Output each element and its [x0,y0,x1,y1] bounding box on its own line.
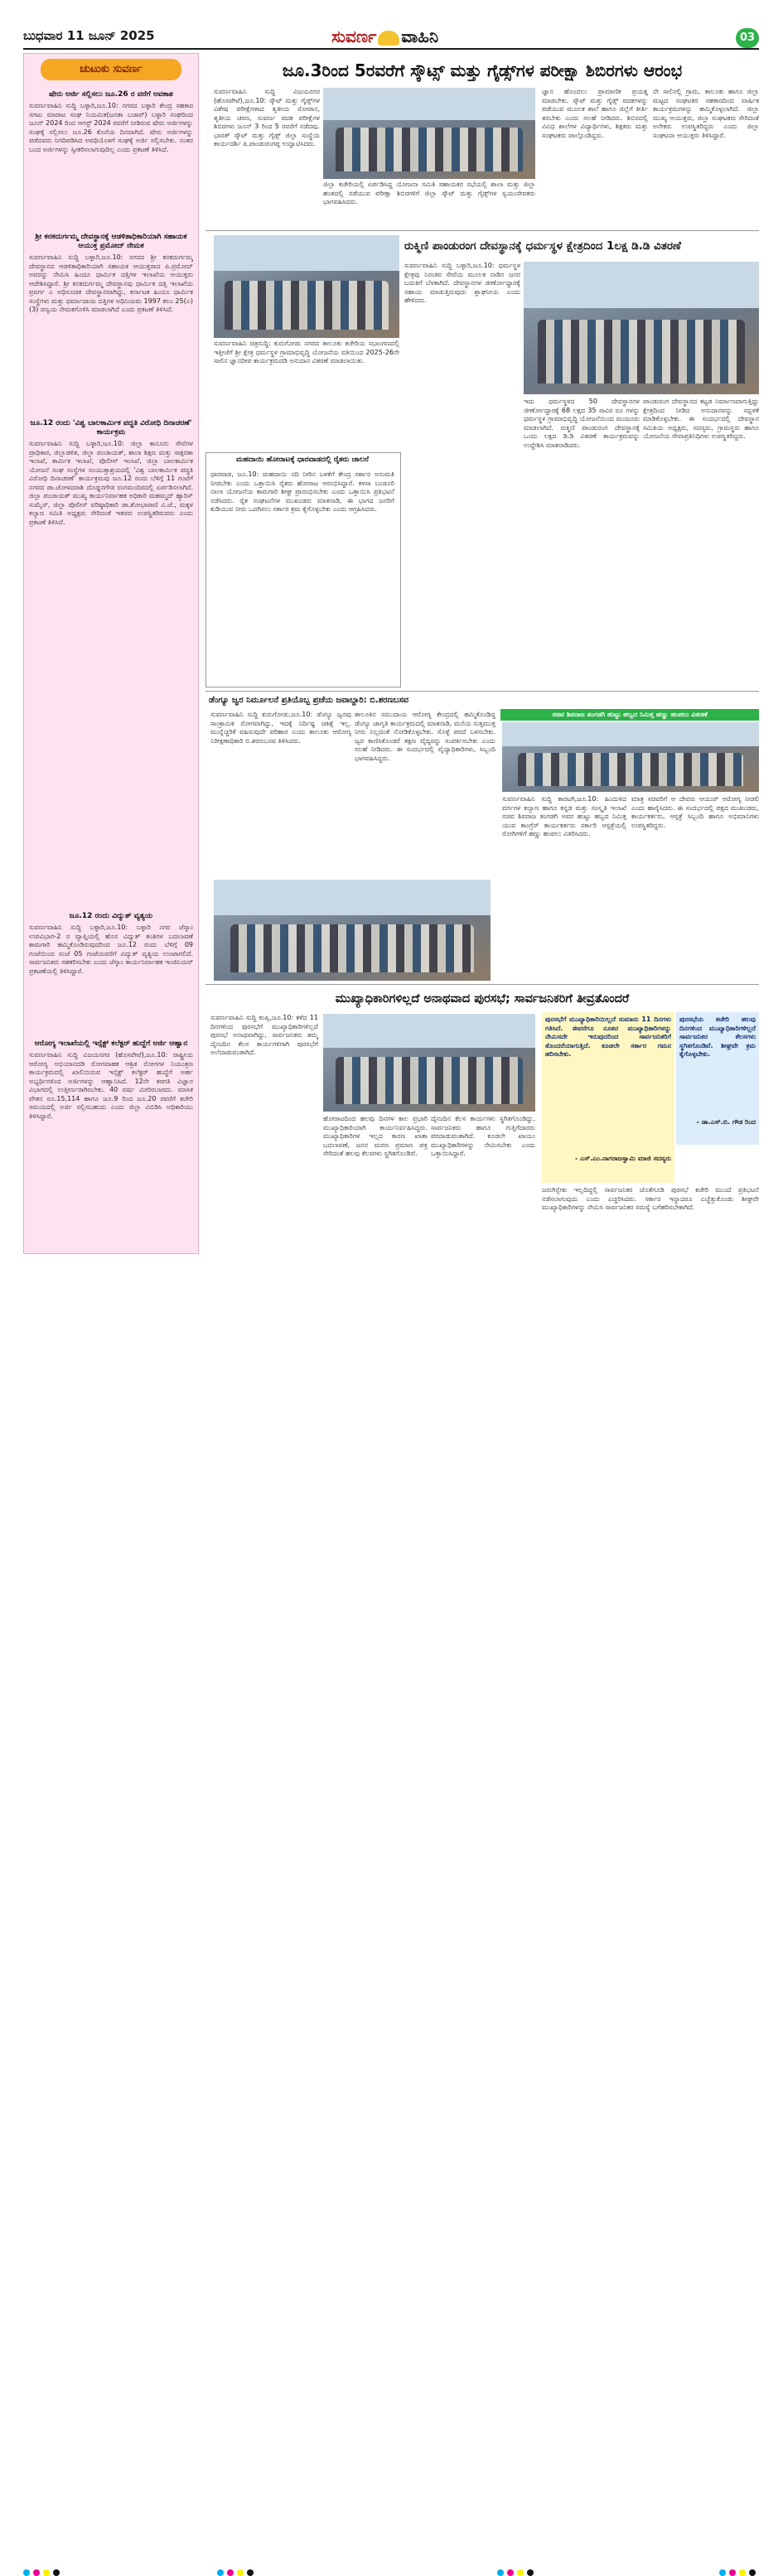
brief-headline: ಜೂ.12 ರಂದು 'ವಿಶ್ವ ಬಾಲಕಾರ್ಮಿಕ ಪದ್ಧತಿ ವಿರೋಧಿ ದಿನಾಚರಣೆ' ಕಾರ್ಯಕ್ರಮ [30,419,192,437]
story4-headline: ಡೆಂಗ್ಯೂ ಜ್ವರ ನಿರ್ಮೂಲನೆ ಪ್ರತಿಯೊಬ್ಬ ಪ್ರಜೆಯ ಜವಾಬ್ದಾರಿ: ಬಿ.ಶರಣಬಸವ [209,696,409,705]
magenta-registration-dot [33,2569,40,2576]
brief-headline: ಶ್ರೀ ಕನಕದುರ್ಗಮ್ಮ ದೇವಸ್ಥಾನಕ್ಕೆ ಆಡಳಿತಾಧಿಕಾರಿಯಾಗಿ ಸಹಾಯಕ ಆಯುಕ್ತ ಪ್ರಮೋದ್ ನೇಮಕ [35,233,187,250]
yellow-registration-dot [237,2569,244,2576]
page-number-badge: 03 [736,28,759,48]
brief-item [24,226,198,412]
quote-box-blue [676,1012,759,1145]
story1-column: ಜ್ಞಾನ ಹೊಂದಲು ಪ್ರಾಮಾಣಿಕ ಪ್ರಯತ್ನ ಮಾಡಬೇಕು. ಸ್ಕೌಟ್ ಮತ್ತು ಗೈಡ್ಸ್ ಪದಕಗಳನ್ನು ಪಡೆಯುವ ಮೂಲಕ ಶಾಲೆ ಹಾಗೂ ಜಿಲ್ಲೆಗೆ ಕೀರ್ತಿ ತರಬೇಕು ಎಂದು ಸಲಹೆ ನೀಡಿದರು. ಶಿಬಿರದಲ್ಲಿ ವಿವಿಧ ಶಾಲೆಗಳ ವಿದ್ಯಾರ್ಥಿಗಳು, ಶಿಕ್ಷಕರು ಮತ್ತು ಸಂಘಟಕರು ಪಾಲ್ಗೊಂಡಿದ್ದರು. [542,88,648,139]
magenta-registration-dot [729,2569,736,2576]
story5-column: ಸುವರ್ಣವಾಹಿನಿ ಸುದ್ದಿ ಕಾರಟಗಿ,ಜೂ.10: ಹಿಂದುಳಿದ ವರ್ಗಗಳ ಕಲ್ಯಾಣ ಹಾಗೂ ಕನ್ನಡ ಮತ್ತು ಸಂಸ್ಕೃತಿ ಇಲಾಖೆ ಸಚಿವ ಶಿವರಾಜ ತಂಗಡಗಿ ಅವರ ಹುಟ್ಟು ಹಬ್ಬದ ನಿಮಿತ್ತ ಯುವ ಕಾಂಗ್ರೆಸ್ ಕಾರ್ಯಕರ್ತರು ಸರ್ಕಾರಿ ಆಸ್ಪತ್ರೆಯಲ್ಲಿ ರೋಗಿಗಳಿಗೆ ಹಣ್ಣು ಹಂಪಲು ವಿತರಿಸಿದರು. [502,795,626,837]
story3-body: ಧಾರವಾಡ, ಜೂ.10: ಮಹದಾಯಿ ನದಿ ನೀರಿನ ಬಳಕೆಗೆ ಕೇಂದ್ರ ಸರ್ಕಾರ ಅನುಮತಿ ನೀಡಬೇಕು ಎಂದು ಒತ್ತಾಯಿಸಿ ರೈತರು ಹೋರಾಟ ಆರಂಭಿಸಿದ್ದಾರೆ. ಕಳಸಾ ಬಂಡೂರಿ ನಾಲಾ ಯೋಜನೆಯ ಕಾಮಗಾರಿ ಶೀಘ್ರ ಪ್ರಾರಂಭಿಸಬೇಕು ಎಂದು ಒತ್ತಾಯಿಸಿ ಪ್ರತಿಭಟನೆ ನಡೆಸಿದರು. ರೈತ ಸಂಘಟನೆಗಳ ಮುಖಂಡರು ಮಾತನಾಡಿ, ಈ ಭಾಗದ ಜನರಿಗೆ ಕುಡಿಯುವ ನೀರು ಒದಗಿಸಲು ಸರ್ಕಾರ ಕ್ರಮ ಕೈಗೊಳ್ಳಬೇಕು ಎಂದು ಆಗ್ರಹಿಸಿದರು. [210,470,394,513]
brief-headline: ಷೇರು ಅರ್ಜಿ ಸಲ್ಲಿಸಲು ಜೂ.26 ರ ವರೆಗೆ ಅವಕಾಶ [49,90,173,99]
brief-news-sidebar [23,53,199,1254]
story4-column: ಸುವರ್ಣವಾಹಿನಿ ಸುದ್ದಿ ಕುರುಗೋಡು,ಜೂ.10: ಡೆಂಗ್ಯೂ ಜ್ವರವು ಸಾಂಕ್ರಾಮಿಕ ರೋಗವಾಗಿದ್ದು, ಇದಕ್ಕೆ ನಿರ್ದಿಷ್ಟ ಚಿಕಿತ್ಸೆ ಇಲ್ಲ. ಮುನ್ನೆಚ್ಚರಿಕೆ ವಹಿಸುವುದೇ ಪರಿಹಾರ ಎಂದು ತಾಲೂಕು ಆರೋಗ್ಯ ನಿರೀಕ್ಷಣಾಧಿಕಾರಿ ಬಿ.ಶರಣಬಸವ ತಿಳಿಸಿದರು. [210,711,351,745]
logo-text-part1: ಸುವರ್ಣ [331,27,377,46]
brief-headline: ಆರೋಗ್ಯ ಇಲಾಖೆಯಲ್ಲಿ ಇನ್ಸೆಕ್ಟ್ ಕಲೆಕ್ಟರ್ ಹುದ್ದೆಗೆ ಅರ್ಜಿ ಆಹ್ವಾನ [34,1040,188,1048]
magenta-registration-dot [507,2569,514,2576]
story4-column: ತಾಲೂಕಿನ ಸಮುದಾಯ ಆರೋಗ್ಯ ಕೇಂದ್ರದಲ್ಲಿ ಹಮ್ಮಿಕೊಂಡಿದ್ದ ಡೆಂಗ್ಯೂ ಜಾಗೃತಿ ಕಾರ್ಯಕ್ರಮದಲ್ಲಿ ಮಾತನಾಡಿ, ಮನೆಯ ಸುತ್ತಮುತ್ತ ನೀರು ನಿಲ್ಲದಂತೆ ನೋಡಿಕೊಳ್ಳಬೇಕು. ಸೊಳ್ಳೆ ಪರದೆ ಬಳಸಬೇಕು. ಜ್ವರ ಕಾಣಿಸಿಕೊಂಡರೆ ತಕ್ಷಣ ವೈದ್ಯರನ್ನು ಸಂಪರ್ಕಿಸಬೇಕು ಎಂದು ಸಲಹೆ ನೀಡಿದರು. ಈ ಸಂದರ್ಭದಲ್ಲಿ ವೈದ್ಯಾಧಿಕಾರಿಗಳು, ಸಿಬ್ಬಂದಿ ಭಾಗವಹಿಸಿದ್ದರು. [355,711,495,762]
brief-item [24,412,198,905]
quote-box-yellow [542,1012,674,1183]
brief-body: ಸುವರ್ಣವಾಹಿನಿ ಸುದ್ದಿ ವಿಜಯನಗರ (ಹೊಸಪೇಟೆ),ಜೂ.10: ರಾಷ್ಟ್ರೀಯ ಆರೋಗ್ಯ ಅಭಿಯಾನದಡಿ ರೋಗವಾಹಕ ಆಶ್ರಿತ ರೋಗಗಳ ನಿಯಂತ್ರಣ ಕಾರ್ಯಕ್ರಮದಲ್ಲಿ ಖಾಲಿಯಿರುವ ಇನ್ಸೆಕ್ಟ್ ಕಲೆಕ್ಟರ್ ಹುದ್ದೆಗೆ ಅರ್ಹ ಅಭ್ಯರ್ಥಿಗಳಿಂದ ಅರ್ಜಿಗಳನ್ನು ಆಹ್ವಾನಿಸಿದೆ. 12ನೇ ತರಗತಿ ವಿಜ್ಞಾನ ವಿಭಾಗದಲ್ಲಿ ಉತ್ತೀರ್ಣರಾಗಿರಬೇಕು. 40 ವರ್ಷ ಮೀರಿರಬಾರದು. ಮಾಸಿಕ ವೇತನ ರೂ.15,114 ಹಾಗೂ ಜೂ.9 ರಿಂದ ಜೂ.20 ರವರೆಗೆ ಕಚೇರಿ ಸಮಯದಲ್ಲಿ ಅರ್ಜಿ ಸಲ್ಲಿಸಬಹುದು ಎಂದು ಜಿಲ್ಲಾ ವಿಬಿಡಿಸಿ ಅಧಿಕಾರಿಯು ತಿಳಿಸಿದ್ದಾರೆ. [29,1051,193,1120]
municipality-office-photo [323,1014,535,1112]
brief-item [24,1033,198,1235]
story1-headline: ಜೂ.3ರಿಂದ 5ರವರೆಗೆ ಸ್ಕೌಟ್ಸ್ ಮತ್ತು ಗೈಡ್ಸ್‌ಗಳ ಪರೀಕ್ಷಾ ಶಿಬಿರಗಳು ಆರಂಭ [205,55,759,86]
temple-dd-photo [524,262,759,394]
print-marks-bar [0,1282,783,1304]
brief-body: ಸುವರ್ಣವಾಹಿನಿ ಸುದ್ದಿ ಬಳ್ಳಾರಿ,ಜೂ.10: ಜಿಲ್ಲಾ ಕಾನೂನು ಸೇವೆಗಳ ಪ್ರಾಧಿಕಾರ, ಜಿಲ್ಲಾಡಳಿತ, ಜಿಲ್ಲಾ ಪಂಚಾಯತ್, ಶಾಲಾ ಶಿಕ್ಷಣ ಮತ್ತು ಸಾಕ್ಷರತಾ ಇಲಾಖೆ, ಕಾರ್ಮಿಕ ಇಲಾಖೆ, ಪೊಲೀಸ್ ಇಲಾಖೆ, ಜಿಲ್ಲಾ ಬಾಲಕಾರ್ಮಿಕ ಯೋಜನೆ ಸಂಘ ಸಂಸ್ಥೆಗಳ ಸಂಯುಕ್ತಾಶ್ರಯದಲ್ಲಿ 'ವಿಶ್ವ ಬಾಲಕಾರ್ಮಿಕ ಪದ್ಧತಿ ವಿರೋಧಿ ದಿನಾಚರಣೆ' ಕಾರ್ಯಕ್ರಮವು ಜೂ.12 ರಂದು ಬೆಳಿಗ್ಗೆ 11 ಗಂಟೆಗೆ ನಗರದ ಡಾ.ಜೋಳದರಾಶಿ ದೊಡ್ಡನಗೌಡ ರಂಗಮಂದಿರದಲ್ಲಿ ಏರ್ಪಡಿಸಲಾಗಿದೆ. ಜಿಲ್ಲಾ ಪಂಚಾಯತ್ ಮುಖ್ಯ ಕಾರ್ಯನಿರ್ವಾಹಕ ಅಧಿಕಾರಿ ಮಹಮ್ಮದ್ ಹ್ಯಾರಿಸ್ ಸುಮೈರ್, ಜಿಲ್ಲಾ ಪೊಲೀಸ್ ವರಿಷ್ಠಾಧಿಕಾರಿ ಡಾ.ಶೋಭಾರಾಣಿ ವಿ.ಜೆ., ಮಕ್ಕಳ ಕಲ್ಯಾಣ ಸಮಿತಿ ಅಧ್ಯಕ್ಷರು ಸೇರಿದಂತೆ ಇತರರು ಉಪಸ್ಥಿತರಿರುವರು ಎಂದು ಪ್ರಕಟಣೆ ತಿಳಿಸಿದೆ. [29,440,193,526]
story1-photo-caption: ಜಿಲ್ಲಾ ಕಚೇರಿಯಲ್ಲಿ ಏರ್ಪಡಿಸಿದ್ದ ಯೋಜನಾ ಸಮಿತಿ ಸಹಾಯಕರ ಸಭೆಯಲ್ಲಿ ಶಾಲಾ ಮತ್ತು ಜಿಲ್ಲಾ ಹಂತದಲ್ಲಿ ನಡೆಯುವ ಪರೀಕ್ಷಾ ಶಿಬಿರಗಳಿಗೆ ಜಿಲ್ಲಾ ಸ್ಕೌಟ್ ಮತ್ತು ಗೈಡ್ಸ್‌ಗಳ ಸ್ವಯಂಸೇವಕರು ಭಾಗವಹಿಸಿದರು. [323,181,535,205]
brief-body: ಸುವರ್ಣವಾಹಿನಿ ಸುದ್ದಿ ಬಳ್ಳಾರಿ,ಜೂ.10: ನಗರದ ಶ್ರೀ ಕನಕದುರ್ಗಮ್ಮ ದೇವಸ್ಥಾನದ ಆಡಳಿತಾಧಿಕಾರಿಯಾಗಿ ಸಹಾಯಕ ಆಯುಕ್ತರಾದ ಪಿ.ಪ್ರಮೋದ್ ಅವರನ್ನು ನೇಮಿಸಿ ಹಿಂದೂ ಧಾರ್ಮಿಕ ದತ್ತಿಗಳ ಇಲಾಖೆಯ ಆಯುಕ್ತರು ಆದೇಶಿಸಿದ್ದಾರೆ. ಶ್ರೀ ಕನಕದುರ್ಗಮ್ಮ ದೇವಸ್ಥಾನವು ಧಾರ್ಮಿಕ ದತ್ತಿ ಇಲಾಖೆಯ ಪ್ರವರ್ಗ ಎ ಅಧಿಸೂಚಿತ ದೇವಸ್ಥಾನವಾಗಿದ್ದು, ಕರ್ನಾಟಕ ಹಿಂದೂ ಧಾರ್ಮಿಕ ಸಂಸ್ಥೆಗಳು ಮತ್ತು ಧರ್ಮಾದಾಯ ದತ್ತಿಗಳ ಅಧಿನಿಯಮ 1997 ಕಲಂ 25(ಎ)(3) ರಣ್ವಯ ನೇಮಕಗೊಳಿಸಿ ಮಾಡಲಾಗಿದೆ ಎಂದು ಪ್ರಕಟಣೆ ತಿಳಿಸಿದೆ. [29,253,193,313]
story2-column: ಪಾಂಡುರಂಗ ದೇವಸ್ಥಾನದ ಕಟ್ಟಡ ನಿರ್ಮಾಣವಾಗುತ್ತಿದ್ದು ಕ್ಷೇತ್ರದಿಂದ ನೀಡಿದ ಅನುದಾನವನ್ನು ಸದ್ಬಳಕೆ ಮಾಡಿಕೊಳ್ಳಬೇಕು. ಈ ಸಂದರ್ಭದಲ್ಲಿ ದೇವಸ್ಥಾನ ಸಮಿತಿಯ ಅಧ್ಯಕ್ಷರು, ಸದಸ್ಯರು, ಗ್ರಾಮಸ್ಥರು ಹಾಗೂ ಯೋಜನೆಯ ಸೇವಾಪ್ರತಿನಿಧಿಗಳು ಉಪಸ್ಥಿತರಿದ್ದರು. [643,398,759,440]
scouts-meeting-photo [323,88,535,179]
brief-headline: ಜೂ.12 ರಂದು ವಿದ್ಯುತ್ ವ್ಯತ್ಯಯ [69,912,153,920]
sun-logo-icon [378,31,399,46]
brief-body: ಸುವರ್ಣವಾಹಿನಿ ಸುದ್ದಿ ಬಳ್ಳಾರಿ,ಜೂ.10: ಬಳ್ಳಾರಿ ನಗರ ಜೆಸ್ಕಾಂ ಉಪವಿಭಾಗ-2 ರ ವ್ಯಾಪ್ತಿಯಲ್ಲಿ ಹೊಸ ವಿದ್ಯುತ್ ತಂತಿಗಳ ಬದಲಾವಣೆ ಕಾಮಗಾರಿ ಹಮ್ಮಿಕೊಂಡಿರುವುದರಿಂದ ಜೂ.12 ರಂದು ಬೆಳಿಗ್ಗೆ 09 ಗಂಟೆಯಿಂದ ಸಂಜೆ 05 ಗಂಟೆಯವರೆಗೆ ವಿದ್ಯುತ್ ವ್ಯತ್ಯಯ ಉಂಟಾಗಲಿದೆ. ಸಾರ್ವಜನಿಕರು ಸಹಕರಿಸಬೇಕು ಎಂದು ಜೆಸ್ಕಾಂ ಕಾರ್ಯನಿರ್ವಾಹಕ ಇಂಜಿನಿಯರ್ ಪ್ರಕಟಣೆಯಲ್ಲಿ ತಿಳಿಸಿದ್ದಾರೆ. [29,924,193,975]
story6-headline: ಮುಖ್ಯಾಧಿಕಾರಿಗಳಿಲ್ಲದೆ ಅನಾಥವಾದ ಪುರಸಭೆ; ಸಾರ್ವಜನಿಕರಿಗೆ ತೀವ್ರತೊಂದರೆ [335,992,630,1006]
brief-item [24,84,198,226]
logo-text-part2: ವಾಹಿನಿ [401,27,439,46]
cyan-registration-dot [497,2569,504,2576]
black-registration-dot [247,2569,254,2576]
brief-body: ಸುವರ್ಣವಾಹಿನಿ ಸುದ್ದಿ ಬಳ್ಳಾರಿ,ಜೂ.10: ನಗರದ ಬಳ್ಳಾರಿ ಕೇಂದ್ರ ಸಹಕಾರ ಸಗಟು ಮಾರಾಟ ಸಂಘ ನಿಯಮಿತ(ಜನತಾ ಬಜಾರ್) ಬಳ್ಳಾರಿ ಸಂಘದಿಂದ ಜೂನ್ 2024 ರಿಂದ ಆಗಸ್ಟ್ 2024 ರವರೆಗೆ ನೀಡಿರುವ ಷೇರು ಅರ್ಜಿಗಳನ್ನು ಸಂಘಕ್ಕೆ ಸಲ್ಲಿಸಲು ಜೂ.26 ಕೊನೆಯ ದಿನವಾಗಿದೆ. ಷೇರು ಅರ್ಜಿಗಳನ್ನು ಪಡೆದವರು ನಿಗದಿಪಡಿಸಿದ ಅವಧಿಯೊಳಗೆ ಸಂಘಕ್ಕೆ ಅರ್ಜಿ ಸಲ್ಲಿಸಬೇಕು. ನಂತರ ಬಂದ ಅರ್ಜಿಗಳನ್ನು ಸ್ವೀಕರಿಸಲಾಗುವುದಿಲ್ಲ ಎಂದು ಪ್ರಕಟಣೆ ತಿಳಿಸಿದೆ. [29,102,193,153]
fruit-distribution-photo [502,722,759,792]
newspaper-logo [331,27,438,46]
brief-item [24,905,198,1033]
cyan-registration-dot [719,2569,726,2576]
story2-photo-caption: ಸುವರ್ಣವಾಹಿನಿ ಚಿತ್ರಸುದ್ದಿ: ಕುರುಗೋಡು ನಗರದ ತಾಲೂಕು ಕಚೇರಿಯ ಸಭಾಂಗಣದಲ್ಲಿ ಇತ್ತೀಚೆಗೆ ಶ್ರೀ ಕ್ಷೇತ್ರ ಧರ್ಮಸ್ಥಳ ಗ್ರಾಮಾಭಿವೃದ್ಧಿ ಯೋಜನೆಯ ವತಿಯಿಂದ 2025-26ನೇ ಸಾಲಿನ ಜ್ಞಾನದೀಪ ಕಾರ್ಯಕ್ರಮದಡಿ ಅನುದಾನ ವಿತರಣೆ ಮಾಡಲಾಯಿತು. [214,340,399,364]
masthead [0,0,783,48]
story2-column: ಇದು ಧರ್ಮಸ್ಥಳದ 50 ದೇವಸ್ಥಾನಗಳ ಜೀರ್ಣೋದ್ಧಾರಕ್ಕೆ 68 ಲಕ್ಷದ 35 ಸಾವಿರ ರೂ ಗಳನ್ನು ಧರ್ಮಸ್ಥಳ ಗ್ರಾಮಾಭಿವೃದ್ಧಿ ಯೋಜನೆಯಿಂದ ಮಂಜೂರು ಮಾಡಲಾಗಿದೆ. ರುಕ್ಮಿಣಿ ಪಾಂಡುರಂಗ ದೇವಸ್ಥಾನಕ್ಕೆ ಒಂದು ಲಕ್ಷದ ಡಿ.ಡಿ ವಿತರಣೆ ಕಾರ್ಯಕ್ರಮವನ್ನು ಉದ್ದೇಶಿಸಿ ಮಾತನಾಡಿದರು. [524,398,640,449]
section-divider [205,691,759,692]
story6-column: ದೈನಂದಿನ ಕೆಲಸ ಕಾರ್ಯಗಳು ಸ್ಥಗಿತಗೊಂಡಿದ್ದು, ಸಾರ್ವಜನಿಕರು ಹಾಗೂ ಗುತ್ತಿಗೆದಾರರು ಪರದಾಡುವಂತಾಗಿದೆ. ಕೂಡಲೇ ಖಾಯಂ ಮುಖ್ಯಾಧಿಕಾರಿಗಳನ್ನು ನೇಮಿಸಬೇಕು ಎಂದು ಒತ್ತಾಯಿಸಿದ್ದಾರೆ. [431,1115,535,1157]
yellow-registration-dot [43,2569,50,2576]
yellow-registration-dot [517,2569,524,2576]
section-divider [205,230,759,231]
masthead-divider [23,48,759,50]
story6-column: ಸುವರ್ಣವಾಹಿನಿ ಸುದ್ದಿ ಕಂಪ್ಲಿ,ಜೂ.10: ಕಳೆದ 11 ದಿನಗಳಿಂದ ಪುರಸಭೆಗೆ ಮುಖ್ಯಾಧಿಕಾರಿಗಳಿಲ್ಲದೆ ಪುರಸಭೆ ಅನಾಥವಾಗಿದ್ದು, ಸಾರ್ವಜನಿಕರು ತಮ್ಮ ದೈನಂದಿನ ಕೆಲಸ ಕಾರ್ಯಗಳಿಗಾಗಿ ಪುರಸಭೆಗೆ ಅಲೆದಾಡುವಂತಾಗಿದೆ. [210,1014,318,1056]
cyan-registration-dot [23,2569,30,2576]
quote-text: ಪುರಸಭೆಯ ಕಚೇರಿ ಹಲವು ದಿನಗಳಿಂದ ಮುಖ್ಯಾಧಿಕಾರಿಗಳಿಲ್ಲದೆ ಸಾರ್ವಜನಿಕರ ಕೆಲಸಗಳು ಸ್ಥಗಿತಗೊಂಡಿವೆ. ಶೀಘ್ರವೇ ಕ್ರಮ ಕೈಗೊಳ್ಳಬೇಕು. [679,1015,756,1058]
black-registration-dot [749,2569,756,2576]
dengue-awareness-photo [214,880,491,981]
quote-text: ಪುರಸಭೆಗೆ ಮುಖ್ಯಾಧಿಕಾರಿಯಿಲ್ಲದೆ ಸುಮಾರು 11 ದಿನಗಳು ಗತಿಸಿದೆ. ಈವರೆಗೂ ನೂತನ ಮುಖ್ಯಾಧಿಕಾರಿಗಳನ್ನು ನೇಮಿಸದೇ ಇರುವುದರಿಂದ ಸಾರ್ವಜನಿಕರಿಗೆ ತೊಂದರೆಯಾಗುತ್ತಿದೆ. ಕೂಡಲೇ ಸರ್ಕಾರ ಗಮನ ಹರಿಸಬೇಕು. [545,1015,671,1058]
section-divider [205,984,759,985]
black-registration-dot [527,2569,534,2576]
issue-date: ಬುಧವಾರ 11 ಜೂನ್ 2025 [23,28,155,43]
quote-signature: - ಎಸ್.ಎಂ.ನಾಗರಾಜಸ್ವಾಮಿ ಮಾಜಿ ಸದಸ್ಯರು [575,1155,671,1162]
story5-headline-band: ಸಚಿವ ಶಿವರಾಜ ತಂಗಡಗಿ ಹುಟ್ಟು ಹಬ್ಬದ ನಿಮಿತ್ತ ಹಣ್ಣು ಹಂಪಲು ವಿತರಣೆ [500,709,759,721]
black-registration-dot [53,2569,60,2576]
sidebar-banner: ಚುಟುಕು ಸುವರ್ಣ [41,59,181,80]
quote-signature: - ಡಾ.ಎಸ್.ಬಿ. ಗೌಡ ರಿಂದ [696,1118,756,1126]
story6-column: ಹೋರಾಟದಿಂದ ಹಲವು ದಿನಗಳ ಕಾಲ ಪ್ರಭಾರಿ ಮುಖ್ಯಾಧಿಕಾರಿಯಾಗಿ ಕಾರ್ಯನಿರ್ವಹಿಸಿದ್ದರು. ಮುಖ್ಯಾಧಿಕಾರಿಗಳ ಇಲ್ಲದ ಕಾರಣ ಖಾತಾ ಬದಲಾವಣೆ, ಜನನ ಮರಣ ಪ್ರಮಾಣ ಪತ್ರ ಸೇರಿದಂತೆ ಹಲವು ಕೆಲಸಗಳು ಸ್ಥಗಿತಗೊಂಡಿವೆ. [323,1115,428,1157]
story2-headline: ರುಕ್ಮಿಣಿ ಪಾಂಡುರಂಗ ದೇವಸ್ಥಾನಕ್ಕೆ ಧರ್ಮಸ್ಥಳ ಕ್ಷೇತ್ರದಿಂದ 1ಲಕ್ಷ ಡಿ.ಡಿ ವಿತರಣೆ [404,239,681,253]
story1-column: ಸುವರ್ಣವಾಹಿನಿ ಸುದ್ದಿ ವಿಜಯನಗರ (ಹೊಸಪೇಟೆ),ಜೂ.10: ಸ್ಕೌಟ್ ಮತ್ತು ಗೈಡ್ಸ್‌ಗಳ ವಿಶೇಷ ಪರೀಕ್ಷೆಗಳಾದ ತೃತೀಯ ಸೋಪಾನ, ತೃತೀಯ ಚರಣ, ಸುವರ್ಣ ಪದಕ ಪರೀಕ್ಷೆಗಳ ಶಿಬಿರಗಳು ಜೂನ್ 3 ರಿಂದ 5 ರವರೆಗೆ ನಡೆದವು. ಭಾರತ್ ಸ್ಕೌಟ್ ಮತ್ತು ಗೈಡ್ಸ್ ಜಿಲ್ಲಾ ಸಂಸ್ಥೆಯ ಕಾರ್ಯದರ್ಶಿ ಪಿ.ಪಾಂಡುರಂಗಪ್ಪ ಉದ್ಘಾಟಿಸಿದರು. [214,88,320,147]
story3-headline: ಮಹದಾಯಿ ಹೋರಾಟಕ್ಕೆ ಧಾರವಾಡದಲ್ಲಿ ರೈತರು ಚಾಲನೆ [235,456,370,464]
story1-column: ನೇ ಸಾಲಿನಲ್ಲಿ ಗ್ರಾಮ, ತಾಲೂಕು ಹಾಗೂ ಜಿಲ್ಲಾ ಮಟ್ಟದ ಸಂಘಟಕರ ಸಹಕಾರದಿಂದ ವಾರ್ಷಿಕ ಕಾರ್ಯಕ್ರಮಗಳನ್ನು ಹಮ್ಮಿಕೊಳ್ಳಲಾಗಿದೆ. ಜಿಲ್ಲಾ ಮುಖ್ಯ ಆಯುಕ್ತರು, ಜಿಲ್ಲಾ ಸಂಘಟಕರು ಸೇರಿದಂತೆ ಅನೇಕರು ಉಪಸ್ಥಿತರಿದ್ದರು ಎಂದು ಜಿಲ್ಲಾ ಸಂಘಟನಾ ಆಯುಕ್ತರು ತಿಳಿಸಿದ್ದಾರೆ. [653,88,759,139]
magenta-registration-dot [227,2569,234,2576]
yellow-registration-dot [739,2569,746,2576]
story5-column: ಮಾತ್ರ ಸಚಿವರಿಗೆ ಆ ದೇವರು ಆಯುರ್ ಆರೋಗ್ಯ ನೀಡಲಿ ಎಂದು ಹಾರೈಸಿದರು. ಈ ಸಂದರ್ಭದಲ್ಲಿ ಪಕ್ಷದ ಮುಖಂಡರು, ಕಾರ್ಯಕರ್ತರು, ಆಸ್ಪತ್ರೆ ಸಿಬ್ಬಂದಿ ಹಾಗೂ ಅಭಿಮಾನಿಗಳು ಉಪಸ್ಥಿತರಿದ್ದರು. [631,795,759,829]
cyan-registration-dot [217,2569,224,2576]
story2-column: ಸುವರ್ಣವಾಹಿನಿ ಸುದ್ದಿ ಬಳ್ಳಾರಿ,ಜೂ.10: ಧರ್ಮಸ್ಥಳ ಕ್ಷೇತ್ರವು ನಿರಂತರ ಸೇವೆಯ ಮೂಲಕ ನಾಡಿನ ಜನರ ಬದುಕಿಗೆ ಬೆಳಕಾಗಿದೆ. ದೇವಸ್ಥಾನಗಳ ಜೀರ್ಣೋದ್ಧಾರಕ್ಕೆ ಸಹಾಯ ಮಾಡುತ್ತಿರುವುದು ಶ್ಲಾಘನೀಯ ಎಂದು ಹೇಳಿದರು. [404,262,520,304]
grant-distribution-photo [214,235,399,338]
story6-column: ಜರುಗಿಸ್ಬೇಕು ಇಲ್ಲದಿದ್ದಲ್ಲಿ ಸಾರ್ವಜನಿಕರ ಜೊತೆಗೂಡಿ ಪುರಸಭೆ ಕಚೇರಿ ಮುಂದೆ ಪ್ರತಿಭಟನೆ ನಡೆಸಲಾಗುವುದು ಎಂದು ಎಚ್ಚರಿಸಿದರು. ಸರ್ಕಾರ ಇನ್ನಾದರೂ ಎಚ್ಚೆತ್ತುಕೊಂಡು ಶೀಘ್ರವೇ ಮುಖ್ಯಾಧಿಕಾರಿಗಳನ್ನು ನೇಮಿಸಿ ಸಾರ್ವಜನಿಕರ ಸಮಸ್ಯೆ ಬಗೆಹರಿಸಬೇಕಾಗಿದೆ. [542,1186,759,1211]
